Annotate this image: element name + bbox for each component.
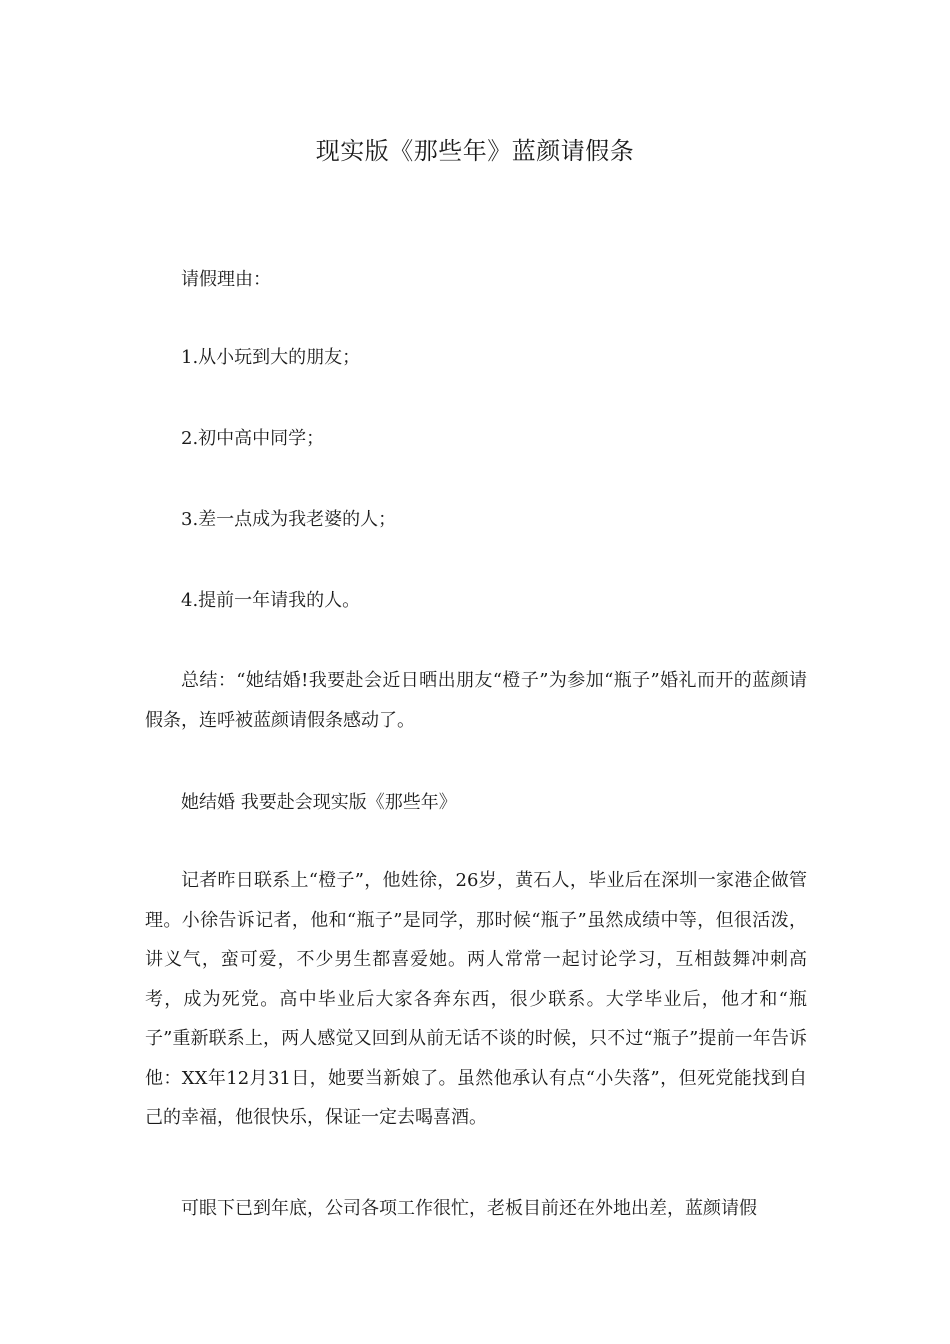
reason-item-3: 3.差一点成为我老婆的人； <box>181 509 397 530</box>
summary-paragraph: 总结：“她结婚!我要赴会近日晒出朋友“橙子”为参加“瓶子”婚礼而开的蓝颜请假条，连呼被蓝颜请假条感动了。 <box>145 670 807 731</box>
story-paragraph: 记者昨日联系上“橙子”，他姓徐，26岁，黄石人，毕业后在深圳一家港企做管理。小徐告诉记者，他和“瓶子”是同学，那时候“瓶子”虽然成绩中等，但很活泼，讲义气，蛮可爱，不少男生都喜爱她。两人常常一起讨论学习，互相鼓舞冲刺高考，成为死党。高中毕业后大家各奔东西，很少联系。大学毕业后，他才和“瓶子”重新联系上，两人感觉又回到从前无话不谈的时候，只不过“瓶子”提前一年告诉他：XX年12月31日，她要当新娘了。虽然他承认有点“小失落”，但死党能找到自己的幸福，他很快乐，保证一定去喝喜酒。 <box>145 870 807 1128</box>
last-paragraph: 可眼下已到年底，公司各项工作很忙，老板目前还在外地出差，蓝颜请假 <box>181 1198 757 1219</box>
reason-item-1: 1.从小玩到大的朋友； <box>181 347 361 368</box>
document-title: 现实版《那些年》蓝颜请假条 <box>315 137 635 165</box>
subheading: 她结婚 我要赴会现实版《那些年》 <box>181 792 457 813</box>
reason-item-4: 4.提前一年请我的人。 <box>181 590 361 611</box>
reason-label: 请假理由： <box>181 269 271 290</box>
reason-item-2: 2.初中高中同学； <box>181 428 325 449</box>
